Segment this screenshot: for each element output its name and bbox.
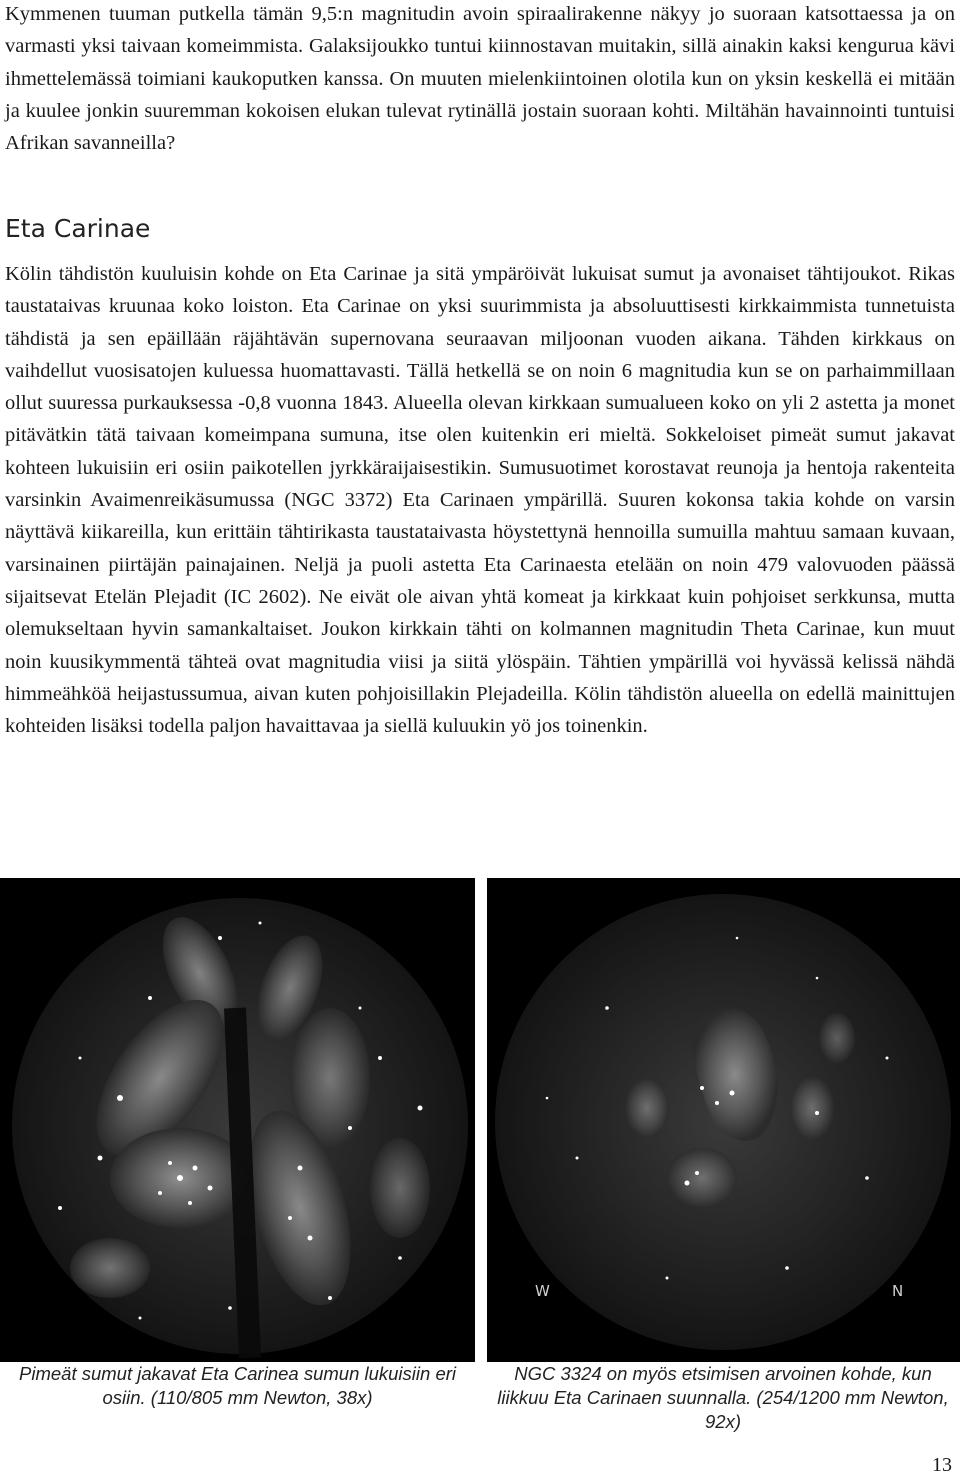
west-label: W bbox=[535, 1282, 550, 1300]
body-paragraph: Kölin tähdistön kuuluisin kohde on Eta Carinae ja sitä ympäröivät lukuisat sumut ja avonaiset tähtijoukot. Rikas taustataivas kruunaa koko loiston. Eta Carinae on yksi suurimmista ja absoluuttisesti kirkkaimmista tunnetuista tähdistä ja sen epäillään räjähtävän supernovana seuraavan miljoonan vuoden aikana. Tähden kirkkaus on vaihdellut vuosisatojen kuluessa huomattavasti. Tällä hetkellä se on noin 6 magnitudia kun se on parhaimmillaan ollut suuressa purkauksessa -0,8 vuonna 1843. Alueella olevan kirkkaan sumualueen koko on yli 2 astetta ja monet pitävätkin tätä taivaan komeimpana sumuna, itse olen kuitenkin eri mieltä. Sokkeloiset pimeät sumut jakavat kohteen lukuisiin eri osiin paikotellen jyrkkäraijaisestikin. Sumusuotimet korostavat reunoja ja hentoja rakenteita varsinkin Avaimenreikäsumussa (NGC 3372) Eta Carinaen ympärillä. Suuren kokonsa takia kohde on varsin näyttävä kiikareilla, kun erittäin tähtirikasta taustataivasta höystettynä hennoilla sumuilla mahtuu samaan kuvaan, varsinainen piirtäjän painajainen. Neljä ja puoli astetta Eta Carinaesta etelään on noin 479 valovuoden päässä sijaitsevat Etelän Plejadit (IC 2602). Ne eivät ole aivan yhtä komeat ja kirkkaat kuin pohjoiset serkkunsa, mutta olemukseltaan hyvin samankaltaiset. Joukon kirkkain tähti on kolmannen magnitudin Theta Carinae, kun muut noin kuusikymmentä tähteä ovat magnitudia viisi ja siitä ylöspäin. Tähtien ympärillä voi hyvässä kelissä nähdä himmeähköä heijastussumua, aivan kuten pohjoisillakin Plejadeilla. Kölin tähdistön alueella on edellä mainittujen kohteiden lisäksi todella paljon havaittavaa ja siellä kuluukin yö jos toinenkin. bbox=[5, 263, 955, 738]
eta-carinae-drawing bbox=[0, 878, 475, 1362]
section-heading: Eta Carinae bbox=[5, 214, 151, 243]
right-figure-caption: NGC 3324 on myös etsimisen arvoinen kohde, kun liikkuu Eta Carinaen suunnalla. (254/1200 mm Newton, 92x) bbox=[497, 1363, 949, 1432]
intro-paragraph: Kymmenen tuuman putkella tämän 9,5:n magnitudin avoin spiraalirakenne näkyy jo suoraan katsottaessa ja on varmasti yksi taivaan komeimmista. Galaksijoukko tuntui kiinnostavan muitakin, sillä ainakin kaksi kengurua kävi ihmettelemässä toimiani kaukoputken kanssa. On muuten mielenkiintoinen olotila kun on yksin keskellä ei mitään ja kuulee jonkin suuremman kokoisen elukan tulevat rytinällä jostain suoraan kohti. Miltähän havainnointi tuntuisi Afrikan savanneilla? bbox=[5, 3, 955, 155]
page-number: 13 bbox=[932, 1454, 952, 1476]
eta-carinae-sketch bbox=[0, 878, 475, 1362]
ngc-3324-sketch bbox=[487, 878, 960, 1362]
left-figure-caption: Pimeät sumut jakavat Eta Carinea sumun lukuisiin eri osiin. (110/805 mm Newton, 38x) bbox=[19, 1363, 456, 1408]
ngc-3324-drawing bbox=[487, 878, 960, 1362]
north-label: N bbox=[892, 1282, 904, 1300]
